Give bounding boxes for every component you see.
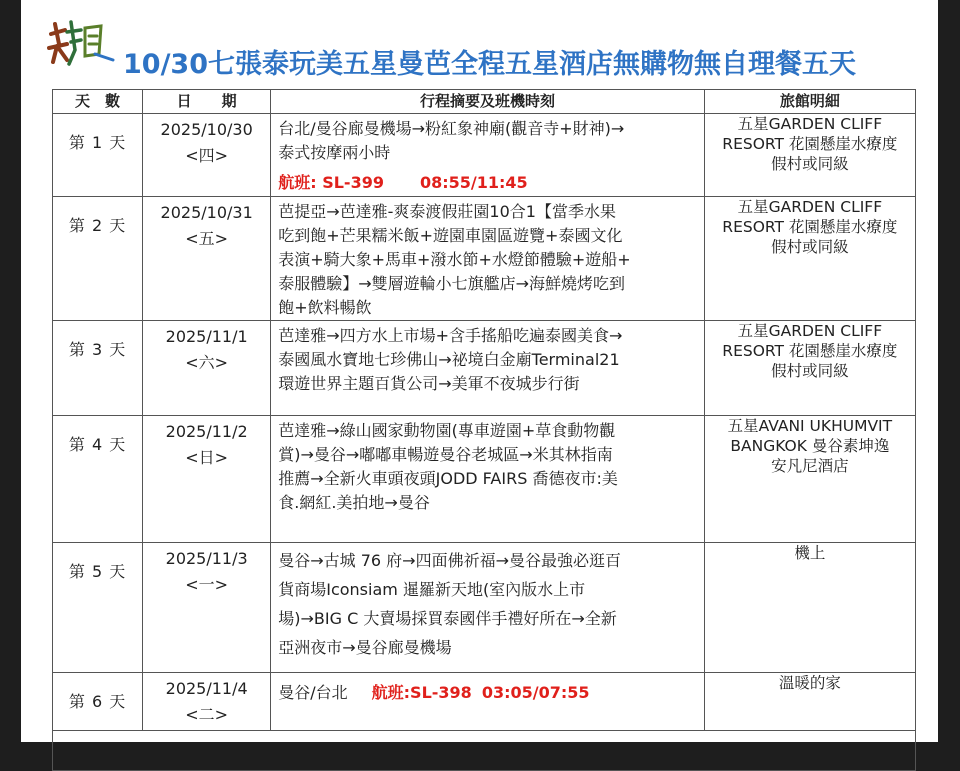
col-header-day: 天 數 bbox=[53, 90, 143, 114]
document-page bbox=[21, 0, 938, 742]
itinerary-line: 食.網紅.美拍地→曼谷 bbox=[278, 493, 430, 512]
date-cell bbox=[143, 673, 271, 731]
weekday-value: <六> bbox=[185, 353, 229, 372]
table-row bbox=[53, 543, 916, 673]
weekday-value: <四> bbox=[185, 146, 229, 165]
col-header-date: 日 期 bbox=[143, 90, 271, 114]
table-row bbox=[53, 673, 916, 731]
itinerary-line: 泰服體驗】→雙層遊輪小七旗艦店→海鮮燒烤吃到 bbox=[278, 274, 626, 293]
flight-info bbox=[278, 171, 698, 195]
hotel-line: RESORT 花園懸崖水療度 bbox=[722, 342, 898, 360]
date-cell bbox=[143, 543, 271, 673]
date-value: 2025/11/3 bbox=[165, 549, 248, 568]
date-value: 2025/11/4 bbox=[165, 679, 248, 698]
itinerary-line: 場)→BIG C 大賣場採買泰國伴手禮好所在→全新 bbox=[278, 609, 617, 628]
table-header-row bbox=[53, 90, 916, 114]
itinerary-line: 飽+飲料暢飲 bbox=[278, 298, 372, 317]
flight-number: 航班:SL-398 bbox=[371, 683, 472, 702]
hotel-line: 假村或同級 bbox=[771, 155, 849, 173]
itinerary-cell bbox=[271, 543, 705, 673]
hotel-line: 假村或同級 bbox=[771, 238, 849, 256]
hotel-line: RESORT 花園懸崖水療度 bbox=[722, 135, 898, 153]
hotel-line: 假村或同級 bbox=[771, 362, 849, 380]
date-value: 2025/10/30 bbox=[160, 120, 253, 139]
hotel-cell bbox=[704, 416, 915, 543]
hotel-cell bbox=[704, 114, 915, 197]
table-row-empty bbox=[53, 731, 916, 771]
itinerary-line: 賞)→曼谷→嘟嘟車暢遊曼谷老城區→米其林指南 bbox=[278, 445, 613, 464]
weekday-value: <一> bbox=[185, 575, 229, 594]
agency-logo bbox=[45, 14, 117, 68]
page-title: 10/30七張泰玩美五星曼芭全程五星酒店無購物無自理餐五天 bbox=[123, 49, 857, 80]
hotel-line: 五星GARDEN CLIFF bbox=[737, 198, 883, 216]
col-header-hotel: 旅館明細 bbox=[704, 90, 915, 114]
date-cell bbox=[143, 197, 271, 321]
hotel-line: RESORT 花園懸崖水療度 bbox=[722, 218, 898, 236]
day-cell: 第 1 天 bbox=[53, 114, 143, 197]
hotel-cell bbox=[704, 197, 915, 321]
day-cell: 第 4 天 bbox=[53, 416, 143, 543]
date-cell bbox=[143, 321, 271, 416]
itinerary-line: 推薦→全新火車頭夜頭JODD FAIRS 喬德夜市:美 bbox=[278, 469, 618, 488]
hotel-line: BANGKOK 曼谷素坤逸 bbox=[730, 437, 890, 455]
itinerary-line: 曼谷/台北 bbox=[278, 683, 348, 702]
itinerary-line: 貨商場Iconsiam 暹羅新天地(室內版水上市 bbox=[278, 580, 586, 599]
hotel-cell bbox=[704, 673, 915, 731]
hotel-cell bbox=[704, 543, 915, 673]
hotel-line: 五星GARDEN CLIFF bbox=[737, 115, 883, 133]
flight-time: 03:05/07:55 bbox=[481, 683, 590, 702]
day-cell: 第 5 天 bbox=[53, 543, 143, 673]
itinerary-cell bbox=[271, 114, 705, 197]
day-cell: 第 2 天 bbox=[53, 197, 143, 321]
day-cell: 第 6 天 bbox=[53, 673, 143, 731]
itinerary-line: 吃到飽+芒果糯米飯+遊園車園區遊覽+泰國文化 bbox=[278, 226, 623, 245]
hotel-line: 安凡尼酒店 bbox=[771, 457, 849, 475]
flight-number: 航班: SL-399 bbox=[278, 173, 384, 192]
itinerary-cell bbox=[271, 416, 705, 543]
table-row bbox=[53, 197, 916, 321]
date-value: 2025/11/2 bbox=[165, 422, 248, 441]
itinerary-line: 曼谷→古城 76 府→四面佛祈福→曼谷最強必逛百 bbox=[278, 551, 621, 570]
col-header-itinerary: 行程摘要及班機時刻 bbox=[271, 90, 705, 114]
date-cell bbox=[143, 114, 271, 197]
itinerary-cell bbox=[271, 321, 705, 416]
itinerary-line: 泰式按摩兩小時 bbox=[278, 143, 391, 162]
itinerary-line: 泰國風水寶地七珍佛山→祕境白金廟Terminal21 bbox=[278, 350, 620, 369]
table-row bbox=[53, 321, 916, 416]
weekday-value: <二> bbox=[185, 705, 229, 724]
itinerary-line: 環遊世界主題百貨公司→美軍不夜城步行街 bbox=[278, 374, 580, 393]
weekday-value: <五> bbox=[185, 229, 229, 248]
hotel-line: 溫暖的家 bbox=[778, 674, 841, 692]
itinerary-line: 表演+騎大象+馬車+潑水節+水燈節體驗+遊船+ bbox=[278, 250, 631, 269]
itinerary-line: 亞洲夜市→曼谷廊曼機場 bbox=[278, 638, 452, 657]
day-cell: 第 3 天 bbox=[53, 321, 143, 416]
hotel-line: 五星AVANI UKHUMVIT bbox=[727, 417, 893, 435]
itinerary-cell bbox=[271, 197, 705, 321]
table-row bbox=[53, 114, 916, 197]
flight-time: 08:55/11:45 bbox=[419, 173, 528, 192]
hotel-line: 機上 bbox=[794, 544, 826, 562]
empty-cell bbox=[53, 731, 916, 771]
itinerary-line: 芭提亞→芭達雅-爽泰渡假莊園10合1【當季水果 bbox=[278, 202, 616, 221]
itinerary-cell bbox=[271, 673, 705, 731]
itinerary-line: 芭達雅→四方水上市場+含手搖船吃遍泰國美食→ bbox=[278, 326, 623, 345]
itinerary-line: 芭達雅→綠山國家動物園(專車遊園+草食動物觀 bbox=[278, 421, 616, 440]
itinerary-table bbox=[52, 89, 916, 771]
logo-calligraphy-icon bbox=[45, 14, 117, 68]
date-value: 2025/11/1 bbox=[165, 327, 248, 346]
date-cell bbox=[143, 416, 271, 543]
weekday-value: <日> bbox=[185, 448, 229, 467]
date-value: 2025/10/31 bbox=[160, 203, 253, 222]
hotel-line: 五星GARDEN CLIFF bbox=[737, 322, 883, 340]
hotel-cell bbox=[704, 321, 915, 416]
itinerary-line: 台北/曼谷廊曼機場→粉紅象神廟(觀音寺+財神)→ bbox=[278, 119, 625, 138]
table-row bbox=[53, 416, 916, 543]
